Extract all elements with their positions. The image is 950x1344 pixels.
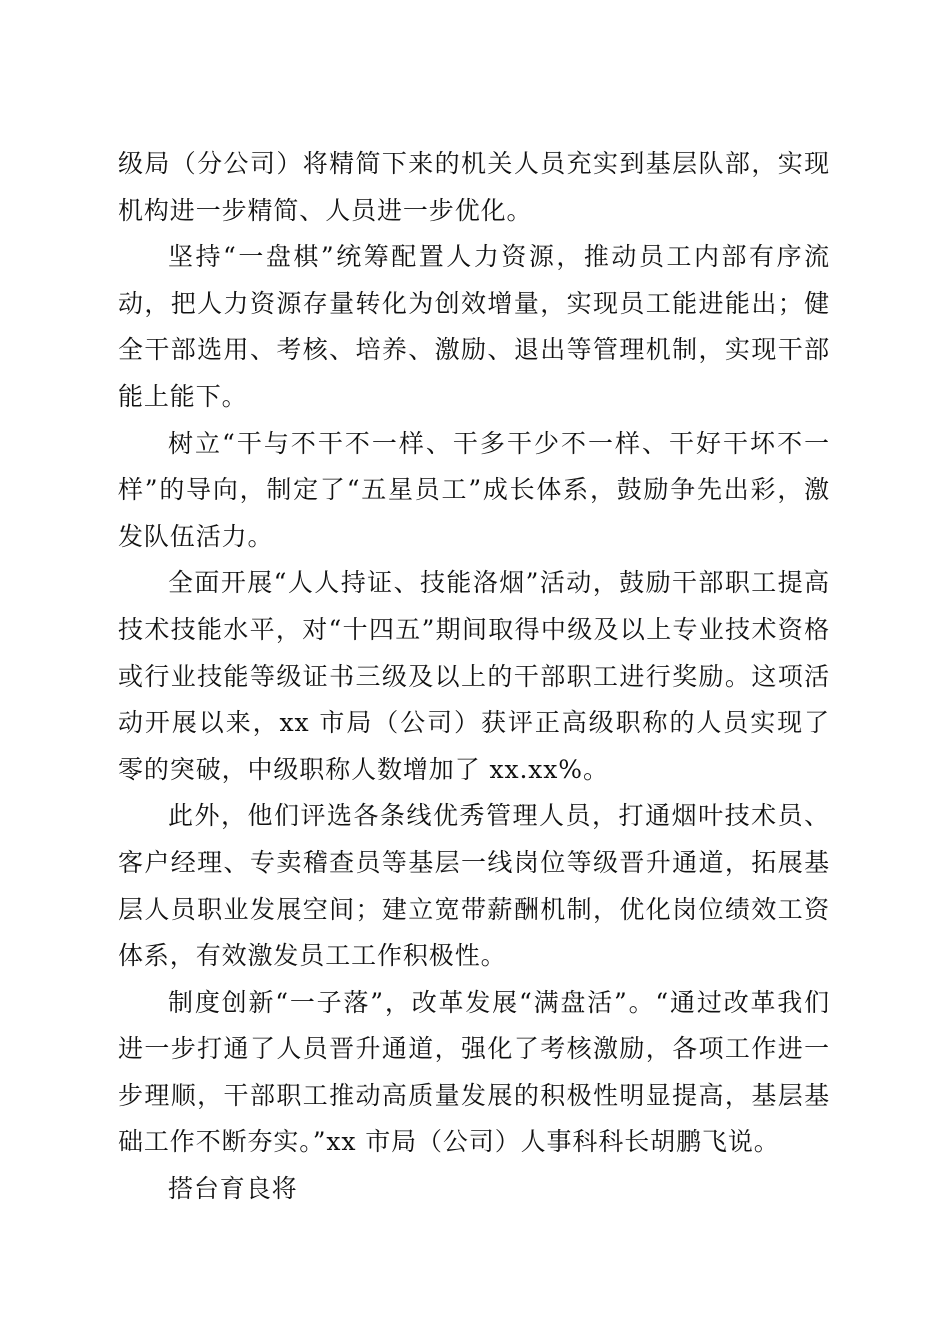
paragraph: 坚持“一盘棋”统筹配置人力资源，推动员工内部有序流动，把人力资源存量转化为创效增量，实现员工能进能出；健全干部选用、考核、培养、激励、退出等管理机制，实现干部能上能下。 [118,242,830,411]
document-body [118,141,830,1213]
paragraph: 全面开展“人人持证、技能洛烟”活动，鼓励干部职工提高技术技能水平，对“十四五”期间取得中级及以上专业技术资格或行业技能等级证书三级及以上的干部职工进行奖励。这项活动开展以来，xx 市局（公司）获评正高级职称的人员实现了零的突破，中级职称人数增加了 xx.xx%。 [118,568,830,784]
paragraph-continued: 级局（分公司）将精简下来的机关人员充实到基层队部，实现机构进一步精简、人员进一步优化。 [118,149,830,225]
paragraph: 制度创新“一子落”，改革发展“满盘活”。“通过改革我们进一步打通了人员晋升通道，强化了考核激励，各项工作进一步理顺，干部职工推动高质量发展的积极性明显提高，基层基础工作不断夯实。”xx 市局（公司）人事科科长胡鹏飞说。 [118,987,830,1157]
paragraph: 树立“干与不干不一样、干多干少不一样、干好干坏不一样”的导向，制定了“五星员工”成长体系，鼓励争先出彩，激发队伍活力。 [118,428,830,551]
section-heading: 搭台育良将 [168,1174,298,1204]
paragraph: 此外，他们评选各条线优秀管理人员，打通烟叶技术员、客户经理、专卖稽查员等基层一线岗位等级晋升通道，拓展基层人员职业发展空间；建立宽带薪酬机制，优化岗位绩效工资体系，有效激发员工工作积极性。 [118,801,830,971]
